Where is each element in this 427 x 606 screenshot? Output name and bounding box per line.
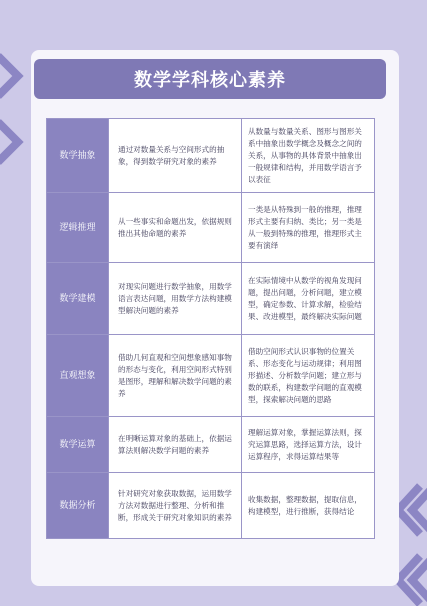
table-row — [47, 335, 375, 417]
row-label: 数学抽象 — [47, 119, 109, 193]
description-cell: 从数量与数量关系、图形与图形关系中抽象出数学概念及概念之间的关系，从事物的具体背景中抽象出一般规律和结构，并用数学语言予以表征 — [242, 119, 375, 193]
table-row — [47, 473, 375, 539]
row-label: 数学建模 — [47, 263, 109, 335]
row-label: 数据分析 — [47, 473, 109, 539]
table-row — [47, 263, 375, 335]
definition-cell: 借助几何直观和空间想象感知事物的形态与变化，利用空间形式特别是图形，理解和解决数学问题的素养 — [109, 335, 242, 417]
row-label: 数学运算 — [47, 417, 109, 473]
table-row — [47, 193, 375, 263]
title-banner — [34, 59, 386, 99]
definition-cell: 通过对数量关系与空间形式的抽象，得到数学研究对象的素养 — [109, 119, 242, 193]
definition-cell: 对现实问题进行数学抽象，用数学语言表达问题，用数学方法构建模型解决问题的素养 — [109, 263, 242, 335]
description-cell: 一类是从特殊到一般的推理，推理形式主要有归纳、类比；另一类是从一般到特殊的推理，推理形式主要有演绎 — [242, 193, 375, 263]
description-cell: 理解运算对象，掌握运算法则，探究运算思路，选择运算方法，设计运算程序，求得运算结果等 — [242, 417, 375, 473]
chevron-left-bottom-icon — [0, 118, 26, 166]
literacy-table — [46, 118, 375, 539]
table-row — [47, 119, 375, 193]
table-row — [47, 417, 375, 473]
chevron-left-top-icon — [0, 52, 26, 100]
row-label: 逻辑推理 — [47, 193, 109, 263]
row-label: 直观想象 — [47, 335, 109, 417]
description-cell: 收集数据，整理数据，提取信息，构建模型，进行推断，获得结论 — [242, 473, 375, 539]
page-title: 数学学科核心素养 — [134, 70, 286, 91]
definition-cell: 在明晰运算对象的基础上，依据运算法则解决数学问题的素养 — [109, 417, 242, 473]
description-cell: 借助空间形式认识事物的位置关系、形态变化与运动规律；利用图形描述、分析数学问题；建立形与数的联系，构建数学问题的直观模型，探索解决问题的思路 — [242, 335, 375, 417]
definition-cell: 针对研究对象获取数据，运用数学方法对数据进行整理、分析和推断，形成关于研究对象知识的素养 — [109, 473, 242, 539]
definition-cell: 从一些事实和命题出发，依据规则推出其他命题的素养 — [109, 193, 242, 263]
description-cell: 在实际情境中从数学的视角发现问题，提出问题，分析问题，建立模型，确定参数、计算求解，检验结果、改进模型，最终解决实际问题 — [242, 263, 375, 335]
